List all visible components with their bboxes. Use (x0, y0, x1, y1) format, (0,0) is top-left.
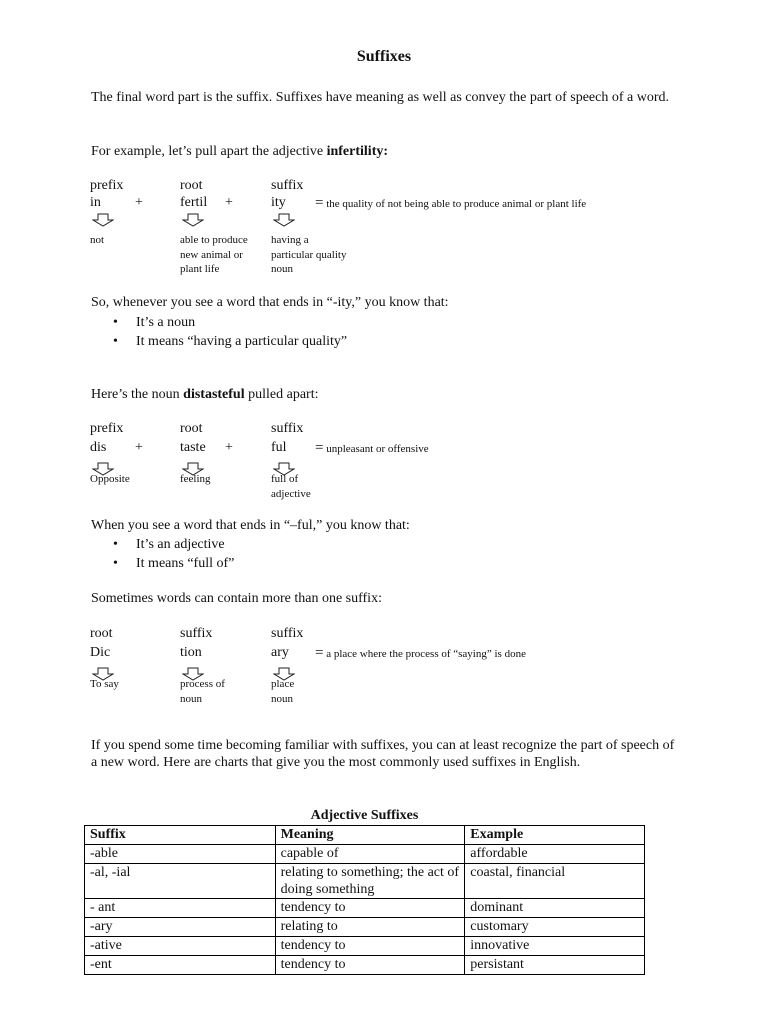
suffix-cell: -able (85, 845, 276, 864)
gloss-line: noun (271, 692, 293, 705)
table-row (85, 937, 645, 956)
example1-part-2: ity (271, 195, 286, 210)
example-cell: innovative (465, 937, 645, 956)
summary1-lead: So, whenever you see a word that ends in “-ity,” you know that: (91, 295, 449, 310)
column-header-suffix: Suffix (85, 826, 276, 845)
gloss-line: having a (271, 234, 309, 246)
list-item: • It means “having a particular quality” (110, 332, 347, 351)
gloss-line: place (271, 678, 295, 690)
example-cell: persistant (465, 956, 645, 975)
example3-part-2: ary (271, 645, 289, 660)
example2-header-0: prefix (90, 421, 124, 436)
table-row (85, 956, 645, 975)
example2-header-1: root (180, 421, 203, 436)
example2-part-0: dis (90, 440, 107, 455)
meaning-cell: capable of (275, 845, 465, 864)
closing-paragraph: If you spend some time becoming familiar with suffixes, you can at least recognize the part of speech of a new word. Here are charts that give you the most commonly used suffixes in English. (91, 738, 675, 770)
example1-part-1: fertil (180, 195, 208, 210)
example3-part-0: Dic (90, 645, 111, 660)
example1-lead (91, 143, 681, 160)
plus-sign: + (225, 195, 233, 210)
example-cell: affordable (465, 845, 645, 864)
example1-header-0: prefix (90, 178, 124, 193)
table-row (85, 918, 645, 937)
example1-gloss-2 (271, 233, 346, 277)
gloss-line: To say (90, 678, 119, 690)
gloss-line: feeling (180, 473, 211, 485)
example1-definition-text: the quality of not being able to produce animal or plant life (326, 198, 587, 210)
suffix-cell: -ative (85, 937, 276, 956)
meaning-cell: tendency to (275, 899, 465, 918)
equals-sign: = (315, 440, 324, 456)
column-header-example: Example (465, 826, 645, 845)
table-row (85, 845, 645, 864)
table-row (85, 864, 645, 899)
table-row (85, 899, 645, 918)
example3-header-2: suffix (271, 626, 304, 641)
equals-sign: = (315, 645, 324, 661)
gloss-line: Opposite (90, 473, 130, 485)
suffix-cell: -al, -ial (85, 864, 276, 899)
example2-lead (91, 386, 681, 403)
example3-definition-text: a place where the process of “saying” is done (326, 648, 526, 660)
gloss-line: process of (180, 678, 225, 690)
summary2-bullet-list (110, 535, 234, 573)
example-cell: customary (465, 918, 645, 937)
gloss-line: new animal or (180, 248, 243, 261)
table-caption: Adjective Suffixes (310, 808, 419, 823)
down-arrow-icon (182, 213, 204, 227)
example2-word: distasteful (183, 387, 245, 402)
gloss-line: not (90, 234, 105, 246)
summary2-lead: When you see a word that ends in “–ful,” you know that: (91, 518, 410, 533)
plus-sign: + (135, 195, 143, 210)
example3-gloss-0 (90, 677, 119, 692)
example1-gloss-0 (90, 233, 104, 248)
example2-part-1: taste (180, 440, 206, 455)
example2-definition (315, 440, 429, 457)
suffix-cell: - ant (85, 899, 276, 918)
example1-definition (315, 195, 586, 212)
plus-sign: + (135, 440, 143, 455)
meaning-cell: tendency to (275, 937, 465, 956)
suffix-cell: -ary (85, 918, 276, 937)
example1-lead-text: For example, let’s pull apart the adjective (91, 144, 327, 159)
example3-header-1: suffix (180, 626, 213, 641)
example2-gloss-0 (90, 472, 130, 487)
example3-header-0: root (90, 626, 113, 641)
gloss-line: adjective (271, 487, 311, 500)
example3-gloss-1 (180, 677, 225, 706)
list-item: • It means “full of” (110, 554, 234, 573)
gloss-line: noun (271, 263, 293, 275)
column-header-meaning: Meaning (275, 826, 465, 845)
down-arrow-icon (273, 213, 295, 227)
intro-paragraph: The final word part is the suffix. Suffixes have meaning as well as convey the part of speech of a word. (91, 90, 669, 105)
gloss-line: plant life (180, 263, 220, 275)
example-cell: dominant (465, 899, 645, 918)
list-item: • It’s a noun (110, 313, 347, 332)
example1-word: infertility: (326, 144, 389, 159)
example1-gloss-1 (180, 233, 248, 277)
example2-lead-tail: pulled apart: (244, 387, 319, 402)
example3-gloss-2 (271, 677, 294, 706)
example2-part-2: ful (271, 440, 287, 455)
table-header-row (85, 826, 645, 845)
example2-header-2: suffix (271, 421, 304, 436)
example1-header-2: suffix (271, 178, 304, 193)
example-cell: coastal, financial (465, 864, 645, 899)
summary1-bullet-list (110, 313, 347, 351)
gloss-line: particular quality (271, 248, 347, 261)
example3-definition (315, 645, 526, 662)
page-title: Suffixes (356, 48, 412, 65)
example2-definition-text: unpleasant or offensive (326, 443, 429, 455)
adjective-suffixes-table (84, 825, 645, 975)
meaning-cell: relating to something; the act of doing something (275, 864, 465, 899)
example1-part-0: in (90, 195, 101, 210)
equals-sign: = (315, 195, 324, 211)
example3-lead: Sometimes words can contain more than one suffix: (91, 591, 382, 606)
gloss-line: noun (180, 692, 202, 705)
example2-gloss-1 (180, 472, 211, 487)
example2-lead-text: Here’s the noun (91, 387, 184, 402)
down-arrow-icon (92, 213, 114, 227)
meaning-cell: tendency to (275, 956, 465, 975)
gloss-line: able to produce (180, 234, 248, 246)
list-item: • It’s an adjective (110, 535, 234, 554)
suffix-cell: -ent (85, 956, 276, 975)
plus-sign: + (225, 440, 233, 455)
gloss-line: full of (271, 473, 299, 485)
example2-gloss-2 (271, 472, 311, 501)
example3-part-1: tion (180, 645, 202, 660)
example1-header-1: root (180, 178, 203, 193)
meaning-cell: relating to (275, 918, 465, 937)
